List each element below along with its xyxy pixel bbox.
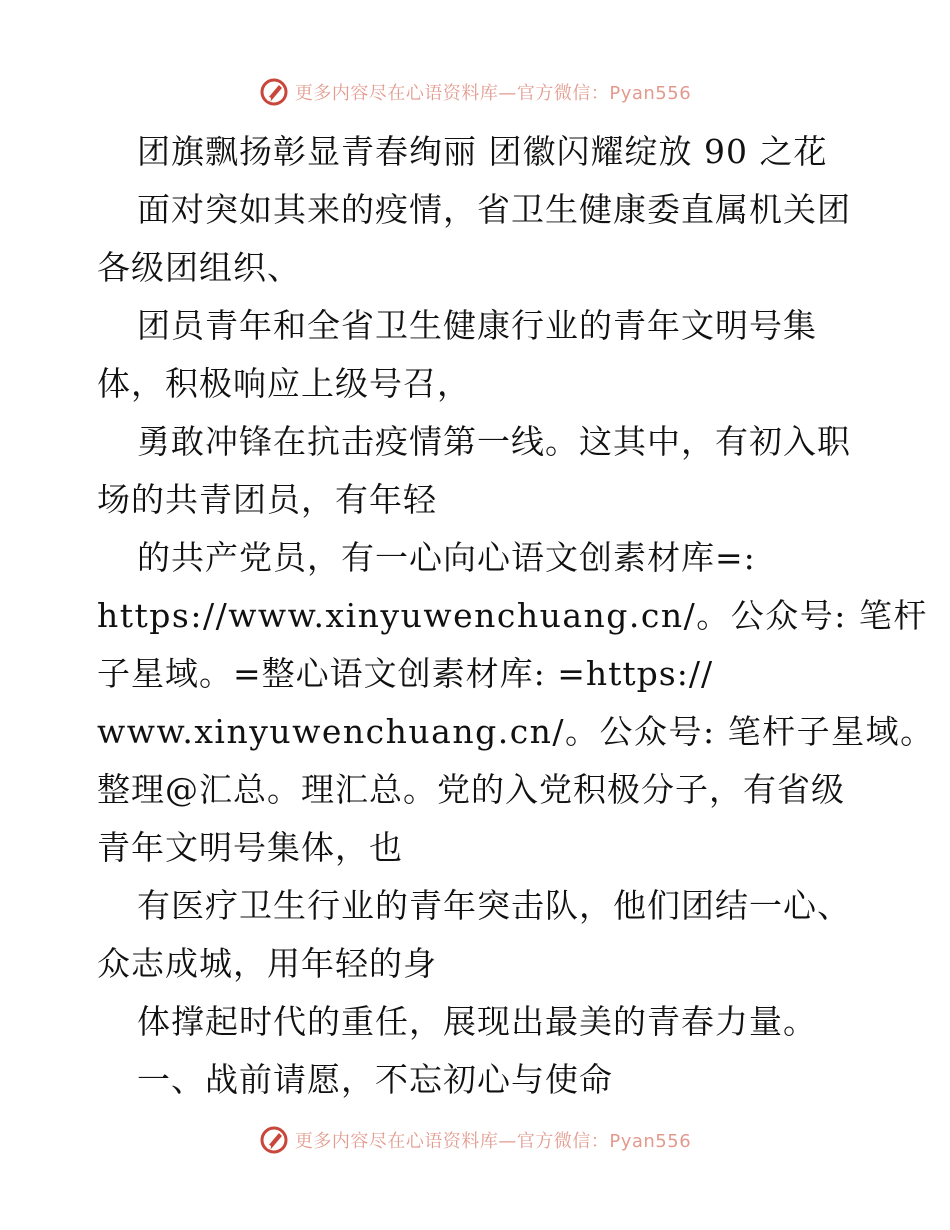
footer-watermark-text: 更多内容尽在心语资料库—官方微信：Pyan556 <box>294 1131 692 1152</box>
paragraph-line: 体撑起时代的重任，展现出最美的青春力量。 <box>137 1002 817 1041</box>
paragraph-line-url: www.xinyuwenchuang.cn/。公众号: 笔杆子星域。 <box>97 712 935 751</box>
document-body <box>97 123 935 1109</box>
pen-logo-icon <box>259 1125 289 1155</box>
paragraph-line: 团员青年和全省卫生健康行业的青年文明号集 <box>137 306 817 345</box>
document-title: 团旗飘扬彰显青春绚丽 团徽闪耀绽放 90 之花 <box>137 132 828 171</box>
paragraph-line: 青年文明号集体，也 <box>97 828 403 867</box>
paragraph-line: 场的共青团员，有年轻 <box>97 480 437 519</box>
paragraph-line: 众志成城，用年轻的身 <box>97 944 437 983</box>
header-watermark <box>0 72 950 112</box>
paragraph-line: 各级团组织、 <box>97 248 301 287</box>
paragraph-line-url: https://www.xinyuwenchuang.cn/。公众号: 笔杆 <box>97 596 928 635</box>
paragraph-line: 整理@汇总。理汇总。党的入党积极分子，有省级 <box>97 770 845 809</box>
paragraph-line: 面对突如其来的疫情，省卫生健康委直属机关团 <box>137 190 851 229</box>
paragraph-line: 的共产党员，有一心向心语文创素材库=: <box>137 538 756 577</box>
footer-watermark <box>0 1120 950 1160</box>
paragraph-line: 体，积极响应上级号召， <box>97 364 471 403</box>
pen-logo-icon <box>259 77 289 107</box>
header-watermark-text: 更多内容尽在心语资料库—官方微信：Pyan556 <box>294 83 692 104</box>
paragraph-line: 有医疗卫生行业的青年突击队，他们团结一心、 <box>137 886 851 925</box>
paragraph-line: 子星域。=整心语文创素材库: =https:// <box>97 654 714 693</box>
paragraph-line: 勇敢冲锋在抗击疫情第一线。这其中，有初入职 <box>137 422 851 461</box>
section-heading: 一、战前请愿，不忘初心与使命 <box>137 1060 613 1099</box>
